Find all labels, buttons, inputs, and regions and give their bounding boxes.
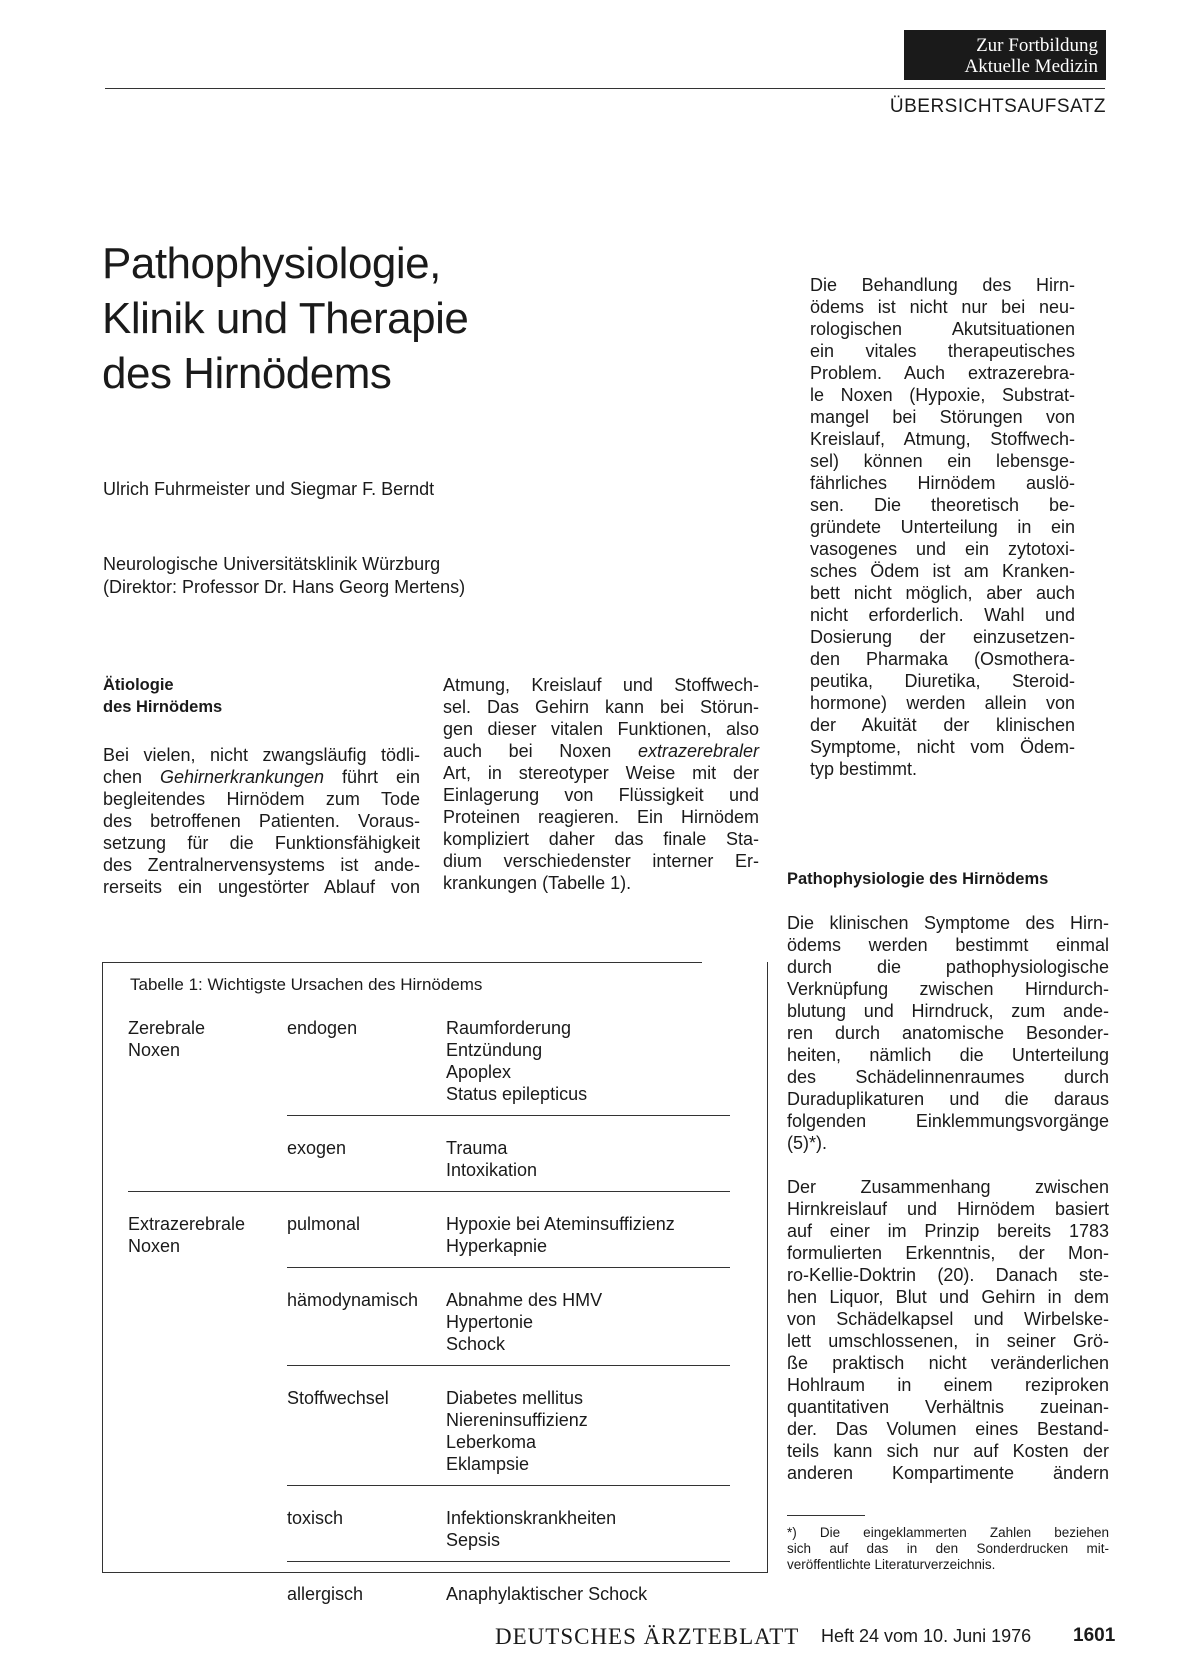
text-line: Die Behandlung des Hirn- — [810, 275, 1075, 295]
column-2-text — [443, 674, 759, 894]
text-span: chen — [103, 767, 160, 787]
table-cause-type: exogen — [287, 1138, 347, 1158]
table-cause: Apoplex — [446, 1062, 512, 1082]
text-line: peutika, Diuretika, Steroid- — [810, 671, 1075, 691]
text-line: begleitendes Hirnödem zum Tode — [103, 789, 420, 809]
table-cause-type: pulmonal — [287, 1214, 361, 1234]
text-line: (5)*). — [787, 1133, 827, 1153]
text-line: rerseits ein ungestörter Ablauf von — [103, 877, 420, 897]
text-line: quantitativen Verhältnis zueinan- — [787, 1397, 1109, 1417]
institution — [103, 553, 465, 599]
table-cause: Abnahme des HMV — [446, 1290, 603, 1310]
table-title: Tabelle 1: Wichtigste Ursachen des Hirnödems — [130, 975, 483, 994]
text-line: vasogenes und ein zytotoxi- — [810, 539, 1075, 559]
footnote-line: sich auf das in den Sonderdrucken mit- — [787, 1541, 1109, 1556]
table-cause-list — [446, 1137, 537, 1181]
text-line: Proteinen reagieren. Ein Hirnödem — [443, 807, 759, 827]
group-label-line: Zerebrale — [128, 1018, 206, 1038]
text-line: hen Liquor, Blut und Gehirn in dem — [787, 1287, 1109, 1307]
text-line: ro-Kellie-Doktrin (20). Danach ste- — [787, 1265, 1109, 1285]
table-cause-type: toxisch — [287, 1508, 344, 1528]
table-cause-list — [446, 1017, 587, 1105]
text-line: gründete Unterteilung in ein — [810, 517, 1075, 537]
text-line — [443, 740, 759, 762]
authors: Ulrich Fuhrmeister und Siegmar F. Berndt — [103, 479, 435, 499]
table-cause: Hypertonie — [446, 1312, 534, 1332]
table-cause-list — [446, 1583, 647, 1605]
text-line: Der Zusammenhang zwischen — [787, 1177, 1109, 1197]
text-line: Hirnkreislauf und Hirnödem basiert — [787, 1199, 1109, 1219]
text-line: sen. Die theoretisch be- — [810, 495, 1075, 515]
badge-line-2: Aktuelle Medizin — [964, 56, 1098, 77]
text-line: mangel bei Störungen von — [810, 407, 1075, 427]
text-line: sel. Das Gehirn kann bei Störun- — [443, 697, 759, 717]
column-3-intro — [810, 274, 1075, 780]
text-line: auf einer im Prinzip bereits 1783 — [787, 1221, 1109, 1241]
text-line: der Akuität der klinischen — [810, 715, 1075, 735]
text-line: Atmung, Kreislauf und Stoffwech- — [443, 675, 759, 695]
table-cause-list — [446, 1213, 675, 1257]
text-line: rologischen Akutsituationen — [810, 319, 1075, 339]
text-line: le Noxen (Hypoxie, Substrat- — [810, 385, 1075, 405]
heading-line: Ätiologie — [103, 676, 174, 694]
table-row-separator — [287, 1365, 730, 1366]
table-cause: Raumforderung — [446, 1018, 572, 1038]
text-line: ein vitales therapeutisches — [810, 341, 1075, 361]
footnote-rule — [787, 1515, 865, 1516]
section-label: ÜBERSICHTSAUFSATZ — [889, 96, 1106, 117]
table-row-separator — [287, 1267, 730, 1268]
group-label-line: Noxen — [128, 1040, 181, 1060]
column-1-text — [103, 744, 420, 898]
text-line: sel) können ein lebensge- — [810, 451, 1075, 471]
table-cause: Hyperkapnie — [446, 1236, 548, 1256]
page-number: 1601 — [1073, 1625, 1116, 1646]
table-cause: Hypoxie bei Ateminsuffizienz — [446, 1214, 675, 1234]
group-label-line: Extrazerebrale — [128, 1214, 246, 1234]
paragraph-gap — [787, 1154, 1109, 1176]
text-line: durch die pathophysiologische — [787, 957, 1109, 977]
table-cause: Anaphylaktischer Schock — [446, 1584, 648, 1604]
table-cause: Leberkoma — [446, 1432, 537, 1452]
text-line: Dosierung der einzusetzen- — [810, 627, 1075, 647]
text-line: von Schädelkapsel und Wirbelske- — [787, 1309, 1109, 1329]
text-line: Kreislauf, Atmung, Stoffwech- — [810, 429, 1075, 449]
table-cause: Infektionskrankheiten — [446, 1508, 617, 1528]
text-line: Art, in stereotyper Weise mit der — [443, 763, 759, 783]
table-cause: Diabetes mellitus — [446, 1388, 584, 1408]
text-line: bett nicht möglich, aber auch — [810, 583, 1075, 603]
table-cause: Niereninsuffizienz — [446, 1410, 588, 1430]
text-line: krankungen (Tabelle 1). — [443, 873, 632, 893]
text-line: lett umschlossenen, in seiner Grö- — [787, 1331, 1109, 1351]
table-group-separator — [128, 1191, 730, 1192]
title-line: Klinik und Therapie — [102, 294, 469, 343]
text-line: Einlagerung von Flüssigkeit und — [443, 785, 759, 805]
table-cause: Status epilepticus — [446, 1084, 588, 1104]
text-line: Die klinischen Symptome des Hirn- — [787, 913, 1109, 933]
text-line: des betroffenen Patienten. Voraus- — [103, 811, 420, 831]
text-line: Bei vielen, nicht zwangsläufig tödli- — [103, 745, 420, 765]
text-line: nicht erforderlich. Wahl und — [810, 605, 1075, 625]
text-line: fährliches Hirnödem auslö- — [810, 473, 1075, 493]
issue-info: Heft 24 vom 10. Juni 1976 — [821, 1626, 1032, 1646]
text-line: hormone) werden allein von — [810, 693, 1075, 713]
institution-line: Neurologische Universitätsklinik Würzburg — [103, 554, 441, 574]
journal-name: DEUTSCHES ÄRZTEBLATT — [495, 1624, 800, 1649]
footnote-line: veröffentlichte Literaturverzeichnis. — [787, 1557, 996, 1572]
text-line: heiten, nämlich die Unterteilung — [787, 1045, 1109, 1065]
text-line: des Zentralnervensystems ist ande- — [103, 855, 420, 875]
article-title — [102, 236, 468, 401]
text-line: ße praktisch nicht veränderlichen — [787, 1353, 1109, 1373]
emphasis: extrazerebraler — [637, 741, 759, 761]
text-line: folgenden Einklemmungsvorgänge — [787, 1111, 1109, 1131]
text-line: typ bestimmt. — [810, 759, 918, 779]
table-cause-list — [446, 1507, 616, 1551]
footnote-line: *) Die eingeklammerten Zahlen beziehen — [787, 1525, 1109, 1540]
table-cause: Schock — [446, 1334, 506, 1354]
header-rule — [105, 88, 1105, 89]
text-line: Verknüpfung zwischen Hirndurch- — [787, 979, 1109, 999]
section-heading-pathophysiologie: Pathophysiologie des Hirnödems — [787, 870, 1049, 888]
institution-line: (Direktor: Professor Dr. Hans Georg Mertens) — [103, 577, 466, 597]
table-cause: Intoxikation — [446, 1160, 538, 1180]
text-line: gen dieser vitalen Funktionen, also — [443, 719, 759, 739]
section-badge — [904, 30, 1106, 80]
emphasis: Gehirnerkrankungen — [159, 767, 325, 787]
table-row-separator — [287, 1561, 730, 1562]
table-group-label — [128, 1017, 278, 1061]
table-row-separator — [287, 1115, 730, 1116]
column-3-text — [787, 912, 1109, 1484]
table-row-separator — [287, 1485, 730, 1486]
footnote — [787, 1525, 1109, 1573]
title-line: des Hirnödems — [102, 349, 392, 398]
text-line — [103, 766, 420, 788]
table-cause: Trauma — [446, 1138, 508, 1158]
text-line: der. Das Volumen eines Bestand- — [787, 1419, 1109, 1439]
text-line: setzung für die Funktionsfähigkeit — [103, 833, 420, 853]
badge-line-1: Zur Fortbildung — [976, 35, 1098, 56]
text-line: ren durch anatomische Besonder- — [787, 1023, 1109, 1043]
text-span: führt ein — [324, 767, 420, 787]
text-line: anderen Kompartimente ändern — [787, 1463, 1109, 1483]
text-line: formulierten Erkenntnis, der Mon- — [787, 1243, 1109, 1263]
table-cause-type: Stoffwechsel — [287, 1388, 389, 1408]
text-line: Hohlraum in einem reziproken — [787, 1375, 1109, 1395]
table-cause: Eklampsie — [446, 1454, 530, 1474]
text-line: Duraduplikaturen und die daraus — [787, 1089, 1109, 1109]
text-line: den Pharmaka (Osmothera- — [810, 649, 1075, 669]
table-cause: Entzündung — [446, 1040, 543, 1060]
group-label-line: Noxen — [128, 1236, 181, 1256]
text-line: Symptome, nicht vom Ödem- — [810, 737, 1075, 757]
text-line: des Schädelinnenraumes durch — [787, 1067, 1109, 1087]
text-line: sches Ödem ist am Kranken- — [810, 561, 1075, 581]
text-line: blutung und Hirndruck, zum ande- — [787, 1001, 1109, 1021]
table-group-label — [128, 1213, 278, 1257]
table-cause-list — [446, 1387, 588, 1475]
text-span: auch bei Noxen — [443, 741, 638, 761]
table-cause: Sepsis — [446, 1530, 501, 1550]
section-heading-aetiologie — [103, 674, 222, 718]
text-line: teils kann sich nur auf Kosten der — [787, 1441, 1109, 1461]
text-line: kompliziert daher das finale Sta- — [443, 829, 759, 849]
text-line: ödems ist nicht nur bei neu- — [810, 297, 1075, 317]
text-line: ödems werden bestimmt einmal — [787, 935, 1109, 955]
text-line: dium verschiedenster interner Er- — [443, 851, 759, 871]
table-cause-type: allergisch — [287, 1584, 364, 1604]
title-line: Pathophysiologie, — [102, 239, 441, 288]
heading-line: des Hirnödems — [103, 698, 223, 716]
text-line: Problem. Auch extrazerebra- — [810, 363, 1075, 383]
table-cause-type: hämodynamisch — [287, 1290, 419, 1310]
table-cause-type: endogen — [287, 1018, 358, 1038]
table-cause-list — [446, 1289, 602, 1355]
